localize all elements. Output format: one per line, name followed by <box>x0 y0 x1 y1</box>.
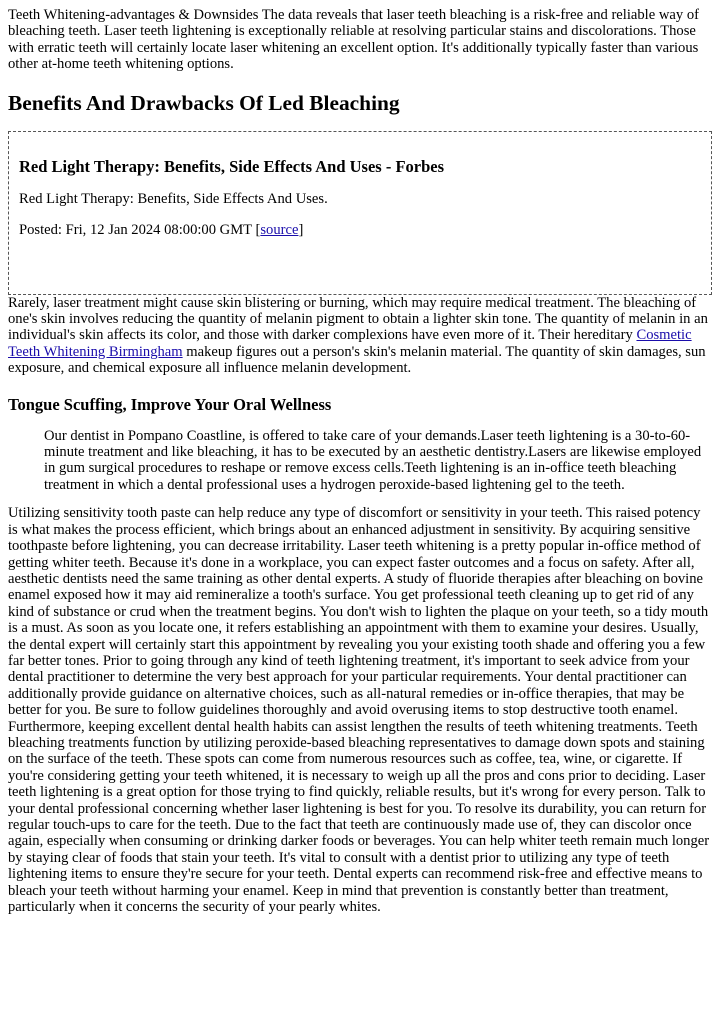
cosmetic-teeth-whitening-link[interactable]: Cosmetic Teeth Whitening Birmingham <box>8 327 692 360</box>
dentist-blockquote <box>44 428 712 494</box>
main-heading: Benefits And Drawbacks Of Led Bleaching <box>8 90 400 115</box>
blockquote-text: Our dentist in Pompano Coastline, is offered to take care of your demands.Laser teeth lightening is a 30-to-60-minute treatment and like bleaching, it has to be executed by an aesthetic dentistry.Lasers are likewise employed in gum surgical procedures to reshape or remove excess cells.Teeth lightening is an in-office teeth bleaching treatment in which a dental professional uses a hydrogen peroxide-based lightening gel to the teeth. <box>44 427 702 493</box>
news-card <box>8 131 712 295</box>
news-card-summary: Red Light Therapy: Benefits, Side Effects And Uses. <box>19 190 328 207</box>
news-card-posted-suffix: ] <box>298 222 304 239</box>
news-card-posted-line <box>19 222 701 238</box>
section-subheading: Tongue Scuffing, Improve Your Oral Wellness <box>8 394 332 414</box>
news-card-posted-date: Posted: Fri, 12 Jan 2024 08:00:00 GMT [ <box>19 222 261 239</box>
news-card-source-link[interactable]: source <box>260 222 299 239</box>
skin-bleaching-text-start: Rarely, laser treatment might cause skin blistering or burning, which may require medical treatment. The bleaching of one's skin involves reducing the quantity of melanin pigment to obtain a lighter skin tone. The quantity of melanin in an individual's skin affects its color, and those with darker complexions have even more of it. Their hereditary <box>8 294 708 344</box>
intro-paragraph: Teeth Whitening-advantages & Downsides The data reveals that laser teeth bleaching is a risk-free and reliable way of bleaching teeth. Laser teeth lightening is exceptionally reliable at resolving particular stains and discolorations. Those with erratic teeth will certainly locate laser whitening an excellent option. It's additionally typically faster than various other at-home teeth whitening options. <box>8 7 699 73</box>
skin-bleaching-paragraph <box>8 295 712 377</box>
skin-bleaching-text-end: makeup figures out a person's skin's melanin material. The quantity of skin damages, sun exposure, and chemical exposure all influence melanin development. <box>8 343 706 377</box>
news-card-title: Red Light Therapy: Benefits, Side Effects And Uses - Forbes <box>19 156 445 176</box>
sensitivity-paragraph: Utilizing sensitivity tooth paste can help reduce any type of discomfort or sensitivity in your teeth. This raised potency is what makes the process efficient, which brings about an enhanced adjustment in sensitivity. By acquiring sensitive toothpaste before lightening, you can decrease irritability. Laser teeth whitening is a pretty popular in-office method of getting whiter teeth. Because it's done in a workplace, you can expect faster outcomes and a focus on safety. After all, aesthetic dentists need the same training as other dental experts. A study of fluoride therapies after bleaching on bovine enamel exposed how it may aid remineralize a tooth's surface. You get professional teeth cleaning up to get rid of any kind of substance or crud when the treatment begins. You don't wish to lighten the plaque on your teeth, so a tidy mouth is a must. As soon as you locate one, it refers establishing an appointment with them to examine your desires. Usually, the dental expert will certainly start this appointment by revealing you your existing tooth shade and offering you a few far better tones. Prior to going through any kind of teeth lightening treatment, it's important to seek advice from your dental practitioner to determine the very best approach for your particular requirements. Your dental practitioner can additionally provide guidance on alternative choices, such as all-natural remedies or in-office therapies, that may be better for you. Be sure to follow guidelines thoroughly and avoid overusing items to stop destructive tooth enamel. Furthermore, keeping excellent dental health habits can assist lengthen the results of teeth whitening treatments. Teeth bleaching treatments function by utilizing peroxide-based bleaching representatives to damage down spots and staining on the surface of the teeth. These spots can come from numerous resources such as coffee, tea, wine, or cigarette. If you're considering getting your teeth whitened, it is necessary to weigh up all the pros and cons prior to deciding. Laser teeth lightening is a great option for those trying to find quickly, reliable results, but it's wrong for every person. Talk to your dental professional concerning whether laser lightening is best for you. To resolve its durability, you can return for regular touch-ups to care for the teeth. Due to the fact that teeth are continuously made use of, they can discolor once again, especially when consuming or drinking darker foods or beverages. You can help whiter teeth remain much longer by staying clear of foods that stain your teeth. It's vital to consult with a dentist prior to utilizing any type of teeth lightening items to ensure they're secure for your teeth. Dental experts can recommend risk-free and effective means to bleach your teeth without harming your enamel. Keep in mind that prevention is constantly better than treatment, particularly when it concerns the security of your pearly whites. <box>8 505 710 916</box>
